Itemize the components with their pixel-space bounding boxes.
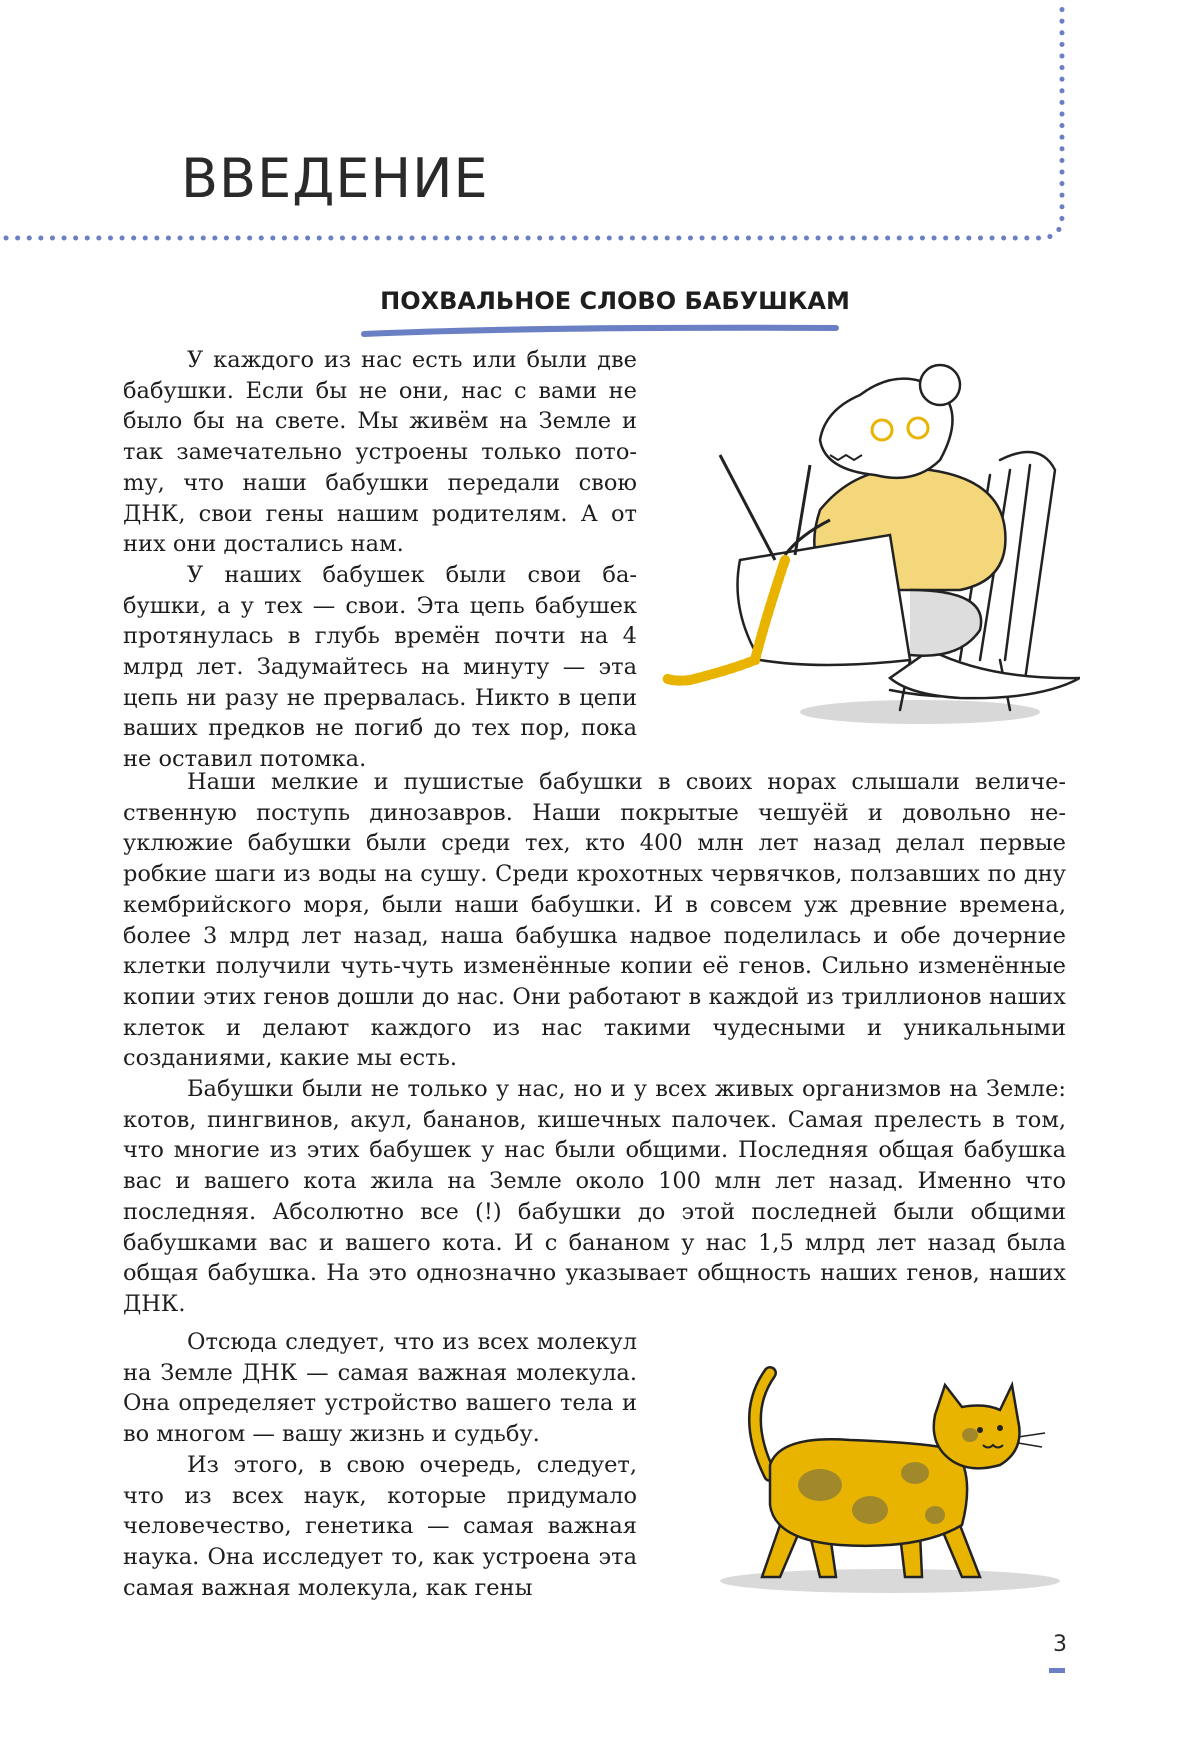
page-number: 3 xyxy=(1053,1632,1067,1657)
cat-head xyxy=(934,1385,1020,1468)
cat-eye-left xyxy=(977,1427,983,1433)
cat-body xyxy=(770,1439,967,1546)
chapter-title: ВВЕДЕНИЕ xyxy=(181,147,489,210)
cat-whisker xyxy=(1018,1443,1042,1447)
cat-whisker xyxy=(1018,1433,1045,1437)
paragraph: Наши мелкие и пушистые бабушки в своих норах слышали величественную поступь динозавров. Наши покрытые чешуёй и довольно неуклюжие бабушки были среди тех, кто 400 млн лет назад делал первые робкие шаги из воды на сушу. Среди крохотных червячков, ползавших по дну кембрийского моря, были наши бабушки. И в совсем уж древние времена, более 3 млрд лет назад, наша бабушка надвое поделилась и обе дочерние клетки получили чуть-чуть изменённые копии её генов. Сильно изменённые копии этих генов дошли до нас. Они работают в каждой из триллионов наших клеток и делают каждого из нас такими чудесными и уникальными созданиями, какие мы есть. xyxy=(123,769,1066,1072)
heading-underline-stroke xyxy=(360,322,840,340)
paragraph: Бабушки были не только у нас, но и у всех живых организмов на Земле: котов, пингвинов, акул, бананов, кишечных палочек. Самая прелесть в том, что многие из этих бабушек у нас были общими. Последняя общая бабушка вас и вашего кота жила на Земле около 100 млн лет назад. Именно что последняя. Абсолютно все (!) бабушки до этой последней были общими бабушками вас и вашего кота. И с бананом у нас 1,5 млрд лет назад была общая бабушка. На это однозначно указывает общность наших генов, наших ДНК. xyxy=(123,1076,1066,1317)
paragraph: У каждого из нас есть или были две бабушки. Если бы не они, нас с вами не было бы на свете. Мы живём на Земле и так замечательно устроены только потоmу, что наши бабушки передали свою ДНК, свои гены нашим родителям. А от них они достались нам. xyxy=(123,347,637,558)
text-column-full xyxy=(123,767,1066,1320)
text-column-top xyxy=(123,345,637,775)
paragraph: У наших бабушек были свои бабушки, а у тех — свои. Эта цепь бабушек протянулась в глубь времён почти на 4 млрд лет. Задумайтесь на минуту — эта цепь ни разу не прервалась. Никто в цепи ваших предков не погиб до тех пор, пока не оставил потомка. xyxy=(123,561,637,773)
knitting-needle xyxy=(720,455,775,560)
paragraph: Из этого, в свою очередь, следует, что из всех наук, которые придумало человечество, генетика — самая важная наука. Она исследует то, как устроена эта самая важная молекула, как гены xyxy=(123,1451,637,1601)
floor-shadow xyxy=(800,700,1040,724)
dotted-frame-line xyxy=(6,0,1062,238)
chapter-header-frame xyxy=(0,0,1200,250)
cat-eye-right xyxy=(997,1425,1003,1431)
dinosaur-tail xyxy=(890,650,1080,698)
page-number-accent xyxy=(1049,1668,1065,1673)
knitting-grandma-illustration xyxy=(660,360,1080,730)
paragraph: Отсюда следует, что из всех молекул на Земле ДНК — самая важная молекула. Она определяет устройство вашего тела и во многом — вашу жизнь и судьбу. xyxy=(123,1329,637,1448)
spotted-cat-illustration xyxy=(700,1355,1080,1615)
hair-bun xyxy=(920,365,960,405)
text-column-bottom xyxy=(123,1327,637,1603)
section-heading: ПОХВАЛЬНОЕ СЛОВО БАБУШКАМ xyxy=(380,287,850,315)
